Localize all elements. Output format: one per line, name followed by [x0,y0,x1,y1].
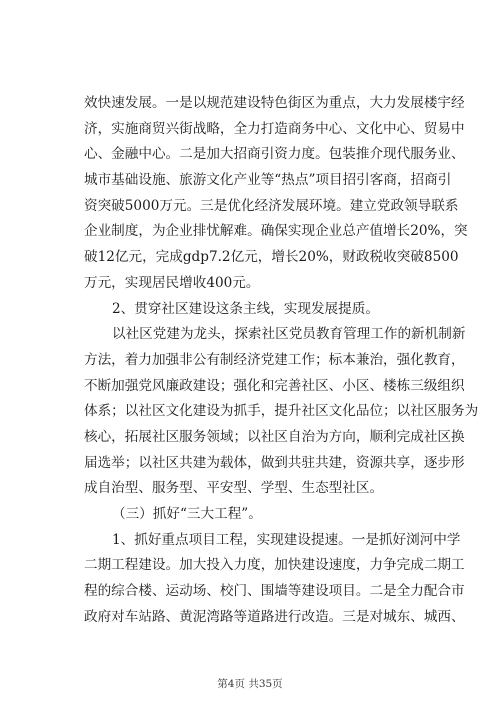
text-line: 企业制度，为企业排忧解难。确保实现企业总产值增长20%，突 [84,223,468,240]
text-line: 破12亿元，完成gdp7.2亿元，增长20%，财政税收突破8500 [84,249,459,266]
text-line: 核心，拓展社区服务领域；以社区自治为方向，顺利完成社区换 [84,428,465,445]
text-line: 效快速发展。一是以规范建设特色街区为重点，大力发展楼宇经 [84,95,465,111]
text-line: 2、贯穿社区建设这条主线，实现发展提质。 [112,300,379,317]
text-line: 政府对车站路、黄泥湾路等道路进行改造。三是对城东、城西、 [84,608,465,625]
text-line: 城市基础设施、旅游文化产业等“热点”项目招引客商，招商引 [84,172,452,189]
text-line: （三）抓好“三大工程”。 [112,506,262,522]
text-line: 1、抓好重点项目工程，实现建设提速。一是抓好浏河中学 [112,531,461,548]
body-text [84,91,479,630]
text-line: 济，实施商贸兴街战略，全力打造商务中心、文化中心、贸易中 [84,120,465,137]
text-line: 以社区党建为龙头，探索社区党员教育管理工作的新机制新 [112,326,466,343]
text-line: 体系；以社区文化建设为抓手，提升社区文化品位；以社区服务为 [84,403,479,420]
text-line: 二期工程建设。加大投入力度，加快建设速度，力争完成二期工 [84,557,465,574]
text-line: 方法，着力加强非公有制经济党建工作；标本兼治，强化教育， [84,351,465,368]
text-line: 资突破5000万元。三是优化经济发展环境。建立党政领导联系 [84,197,459,214]
text-line: 成自治型、服务型、平安型、学型、生态型社区。 [84,480,384,497]
text-line: 心、金融中心。二是加大招商引资力度。包装推介现代服务业、 [84,146,465,163]
text-line: 不断加强党风廉政建设；强化和完善社区、小区、楼栋三级组织 [84,377,465,394]
text-line: 万元，实现居民增收400元。 [84,274,260,291]
text-line: 程的综合楼、运动场、校门、围墙等建设项目。二是全力配合市 [84,583,465,600]
page-footer: 第4页 共35页 [217,678,283,690]
text-line: 届选举；以社区共建为载体，做到共驻共建，资源共享，逐步形 [84,454,465,471]
